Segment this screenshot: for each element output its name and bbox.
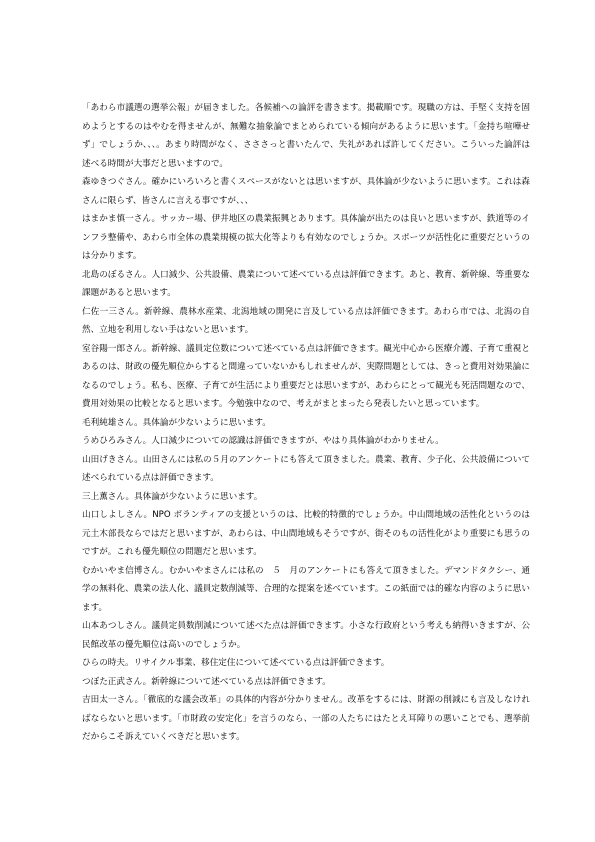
paragraph-candidate: ひらの時夫。リサイクル事業、移住定住について述べている点は評価できます。 (82, 658, 390, 668)
paragraph-candidate: 北島のぼるさん。人口減少、公共設備、農業について述べている点は評価できます。あと、教育、新幹線、等重要な課題があると思います。 (82, 269, 530, 298)
paragraph-candidate: 仁佐一三さん。新幹線、農林水産業、北潟地域の開発に言及している点は評価できます。あわら市では、北潟の自然、立地を利用しない手はないと思います。 (82, 306, 530, 335)
paragraph-candidate: 吉田太一さん。「徹底的な議会改革」の具体的内容が分かりません。改革をするには、財源の削減にも言及しなければならないと思います。「市財政の安定化」を言うのなら、一部の人たちにはたとえ耳障りの悪いことでも、選挙前だからこそ訴えていくべきだと思います。 (82, 695, 530, 742)
paragraph-candidate: 山口しよしさん。NPO ボランティアの支援というのは、比較的特徴的でしょうか。中山間地域の活性化というのは元土木部長ならではだと思いますが、あわらは、中山間地域もそうですが、街そのもの活性化がより重要にも思うのですが。これも優先順位の問題だと思います。 (82, 510, 530, 557)
paragraph-candidate: うめひろみさん。人口減少についての認識は評価できますが、やはり具体論がわかりません。 (82, 436, 444, 446)
paragraph-candidate: 山田げきさん。山田さんには私の５月のアンケートにも答えて頂きました。農業、教育、少子化、公共設備について述べられている点は評価できます。 (82, 454, 530, 483)
paragraph-candidate: はまかま慎一さん。サッカー場、伊井地区の農業振興とあります。具体論が出たのは良いと思いますが、鉄道等のインフラ整備や、あわら市全体の農業規模の拡大化等よりも有効なのでしょうか。スポーツが活性化に重要だというのは分かります。 (82, 214, 530, 261)
paragraph-candidate: つぼた正武さん。新幹線について述べている点は評価できます。 (82, 676, 331, 687)
paragraph-candidate: むかいやま信博さん。むかいやまさんには私の ５ 月のアンケートにも答えて頂きました。デマンドタクシー、通学の無料化、農業の法人化、議員定数削減等、合理的な提案を述べています。この紙面では的確な内容のように思います。 (82, 565, 530, 613)
paragraph-candidate: 森ゆきつぐさん。確かにいろいろと書くスペースがないとは思いますが、具体論が少ないように思います。これは森さんに限らず、皆さんに言える事ですが、、、 (82, 177, 530, 206)
paragraph-candidate: 山本あつしさん。議員定員数削減について述べた点は評価できます。小さな行政府という考えも納得いきますが、公民館改革の優先順位は高いのでしょうか。 (82, 621, 530, 650)
paragraph-intro: 「あわら市議選の選挙公報」が届きました。各候補への論評を書きます。掲載順です。現職の方は、手堅く支持を固めようとするのはやむを得ませんが、無難な抽象論でまとめられている傾向があるように思います。「金持ち喧嘩せず」でしょうか、、、。あまり時間がなく、さささっと書いたんで、失礼があれば許してください。こういった論評は述べる時間が大事だと思いますので。 (82, 103, 530, 169)
paragraph-candidate: 毛利純雄さん。具体論が少ないように思います。 (82, 417, 271, 428)
paragraph-candidate: 三上薫さん。具体論が少ないように思います。 (82, 491, 263, 502)
document-body (82, 99, 530, 747)
paragraph-candidate: 室谷陽一郎さん。新幹線、議員定位数について述べている点は評価できます。観光中心から医療介護、子育て重視とあるのは、財政の優先順位からすると間違っていないかもしれませんが、実際問題としては、きっと費用対効果論になるのでしょう。私も、医療、子育てが生活により重要だとは思いますが、あわらにとって観光も死活問題なので、費用対効果の比較となると思います。今勉強中なので、考えがまとまったら発表したいと思っています。 (82, 343, 530, 409)
